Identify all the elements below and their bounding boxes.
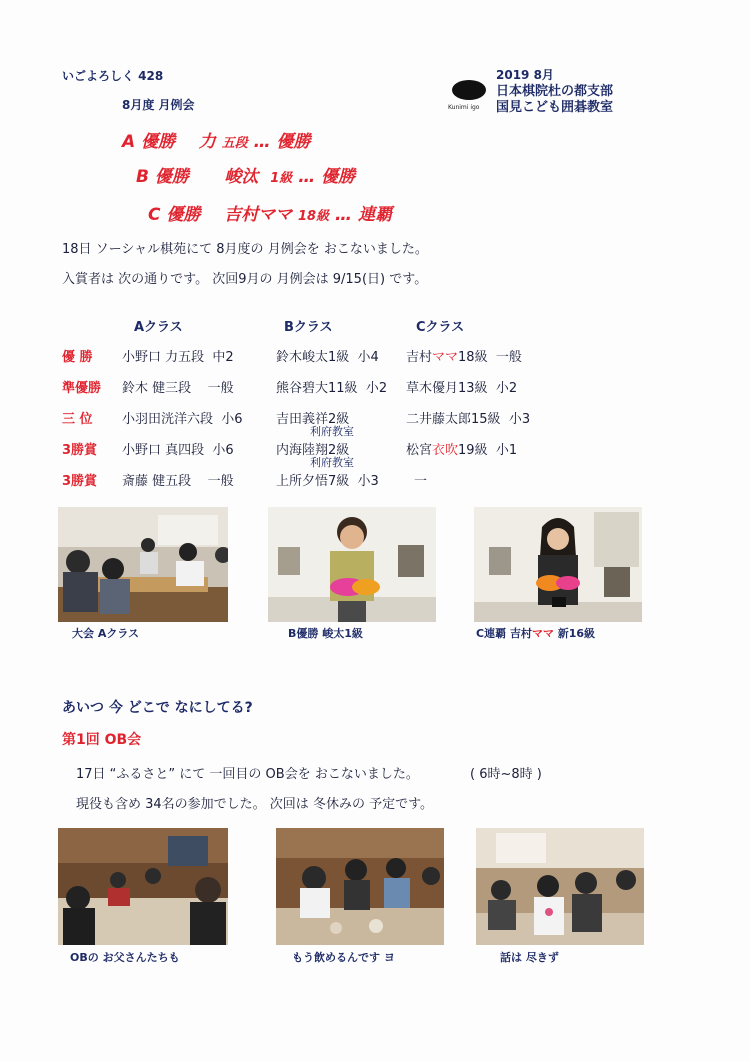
a-class-entry: 小野口 力五段 中2 [122, 350, 234, 365]
photo-caption-4: OBの お父さんたちも [70, 951, 180, 964]
photo-caption-2: B優勝 峻太1級 [288, 627, 363, 640]
row-label: 優 勝 [62, 350, 93, 365]
c-class-entry: 吉村ママ18級 一般 [406, 350, 522, 365]
b-class-entry: 鈴木峻太1級 小4 [276, 350, 379, 365]
intro-line-1: 18日 ソーシャル棋苑にて 8月度の 月例会を おこないました。 [62, 242, 428, 257]
photo-caption-5: もう飲めるんです ヨ [292, 951, 395, 964]
row-label: 準優勝 [62, 381, 102, 396]
newsletter-title: いごよろしく 428 [62, 69, 164, 83]
header-b-class: Bクラス [284, 320, 333, 335]
b-class-entry: 内海陸翔2級 [276, 443, 350, 458]
section-heading: あいつ 今 どこで なにしてる? [62, 700, 253, 716]
photo-tournament-a-class [58, 507, 228, 622]
go-stone-logo [452, 80, 486, 100]
logo-text: Kunimi igo [448, 104, 480, 111]
ob-line-1: 17日 “ふるさと” にて 一回目の OB会を おこないました。 [76, 767, 419, 782]
intro-line-2: 入賞者は 次の通りです。 次回9月の 月例会は 9/15(日) です。 [62, 272, 428, 287]
photo-ob-drinking [276, 828, 444, 945]
a-class-entry: 鈴木 健三段 一般 [122, 381, 234, 396]
b-class-school: 利府教室 [310, 456, 354, 469]
photo-ob-fathers [58, 828, 228, 945]
c-class-entry: 一 [414, 474, 428, 489]
b-class-school: 利府教室 [310, 425, 354, 438]
row-label: 3勝賞 [62, 474, 98, 489]
photo-c-champion [474, 507, 642, 622]
photo-ob-chatting [476, 828, 644, 945]
b-class-entry: 熊谷碧大11級 小2 [276, 381, 388, 396]
row-label: 三 位 [62, 412, 93, 427]
result-c: C 優勝 吉村ママ 18級 … 連覇 [148, 205, 392, 225]
b-class-entry: 吉田義祥2級 [276, 412, 350, 427]
c-class-entry: 草木優月13級 小2 [406, 381, 518, 396]
ob-line-2: 現役も含め 34名の参加でした。 次回は 冬休みの 予定です。 [76, 797, 434, 812]
ob-time: ( 6時~8時 ) [470, 767, 542, 782]
b-class-entry: 上所夕悟7級 小3 [276, 474, 379, 489]
result-b: B 優勝 峻汰 1級 … 優勝 [136, 167, 356, 187]
photo-caption-3: C連覇 吉村ママ 新16級 [476, 627, 596, 640]
header-c-class: Cクラス [416, 320, 465, 335]
meeting-title: 8月度 月例会 [122, 98, 195, 112]
c-class-entry: 二井藤太郎15級 小3 [406, 412, 531, 427]
photo-caption-1: 大会 Aクラス [72, 627, 140, 640]
photo-b-winner [268, 507, 436, 622]
header-a-class: Aクラス [134, 320, 183, 335]
a-class-entry: 小野口 真四段 小6 [122, 443, 234, 458]
photo-caption-6: 話は 尽きず [500, 951, 559, 964]
issue-date: 2019 8月 [496, 68, 554, 82]
org-name-line1: 日本棋院杜の都支部 [496, 84, 614, 99]
result-a: A 優勝 力 五段 … 優勝 [122, 132, 311, 152]
c-class-entry: 松宮衣吹19級 小1 [406, 443, 518, 458]
section-subheading: 第1回 OB会 [62, 732, 142, 748]
row-label: 3勝賞 [62, 443, 98, 458]
org-name-line2: 国見こども囲碁教室 [496, 100, 614, 115]
a-class-entry: 斎藤 健五段 一般 [122, 474, 234, 489]
a-class-entry: 小羽田洸洋六段 小6 [122, 412, 243, 427]
